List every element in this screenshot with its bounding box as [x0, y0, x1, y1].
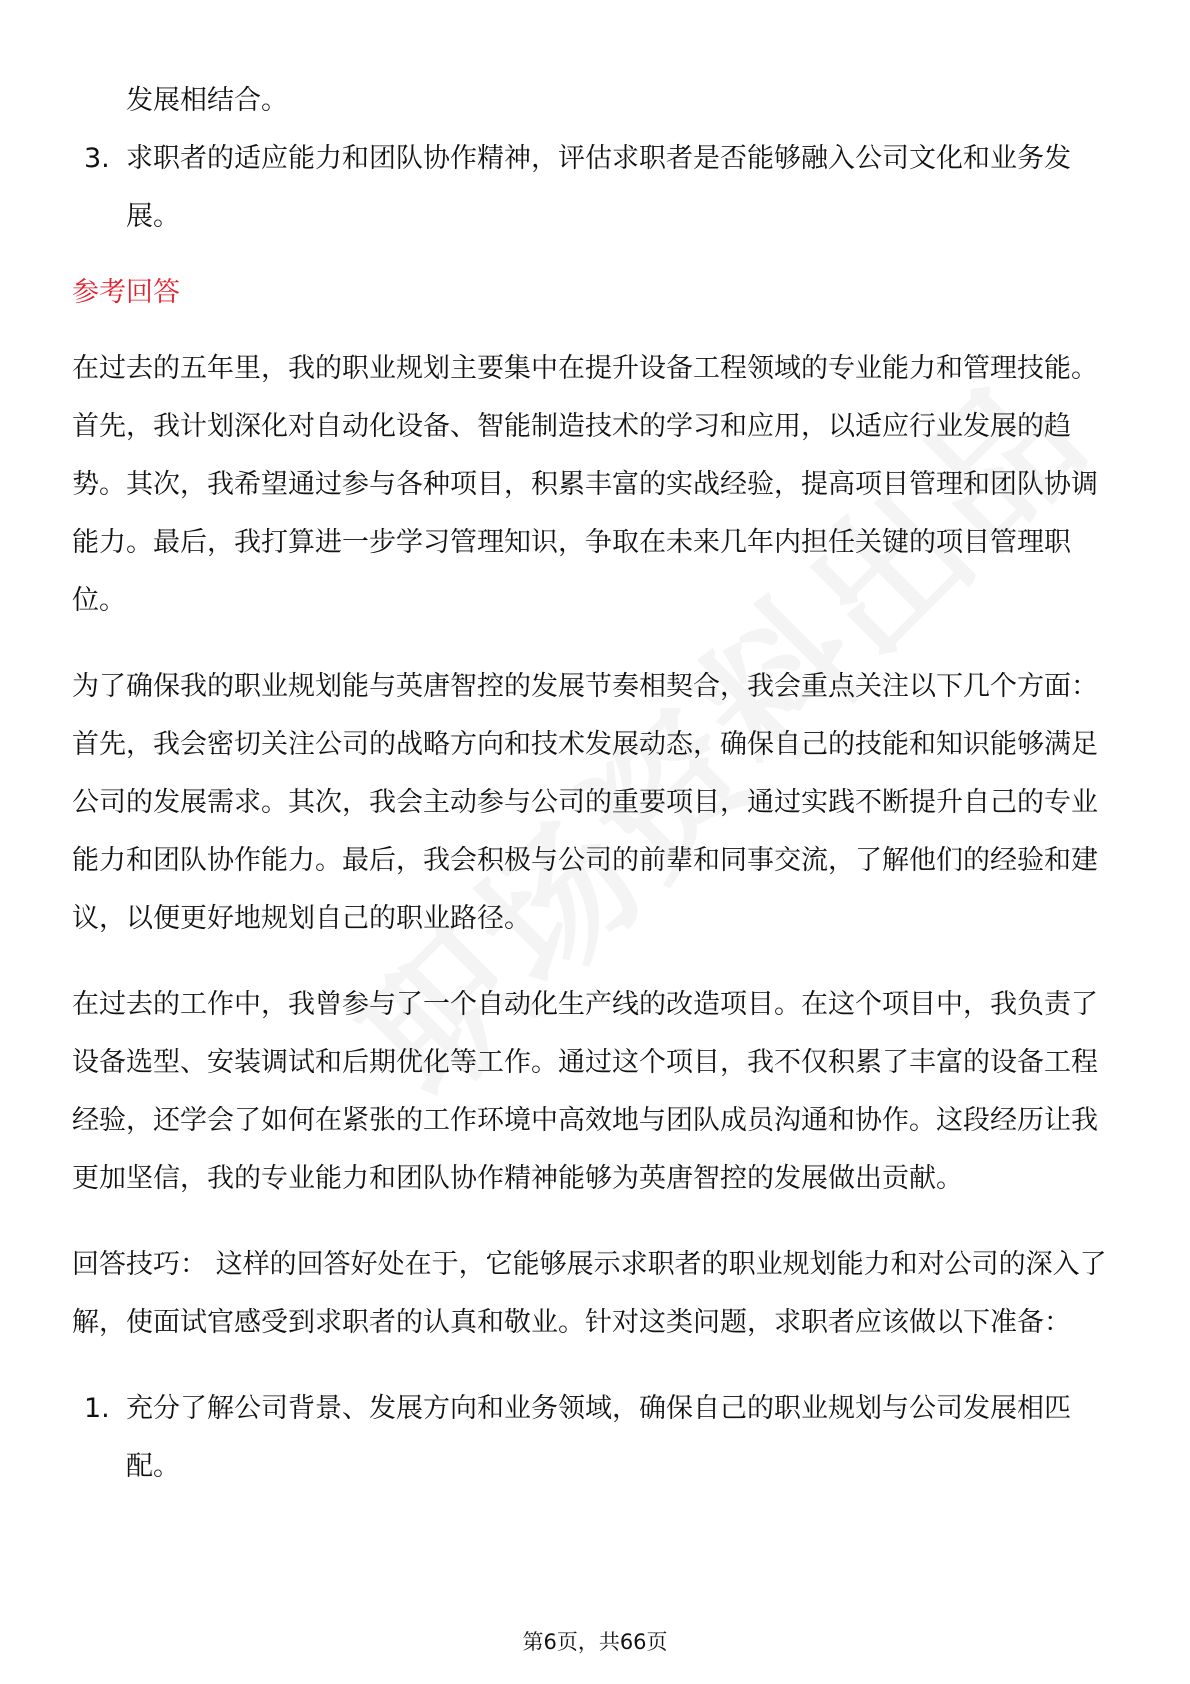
list-number: 1. — [84, 1393, 110, 1424]
list-item-1 — [72, 1380, 1122, 1496]
list-number: 3. — [84, 143, 110, 174]
answer-paragraph-2: 为了确保我的职业规划能与英唐智控的发展节奏相契合，我会重点关注以下几个方面：首先，我会密切关注公司的战略方向和技术发展动态，确保自己的技能和知识能够满足公司的发展需求。其次，我会主动参与公司的重要项目，通过实践不断提升自己的专业能力和团队协作能力。最后，我会积极与公司的前辈和同事交流，了解他们的经验和建议，以便更好地规划自己的职业路径。 — [72, 671, 1098, 934]
answer-paragraph-3: 在过去的工作中，我曾参与了一个自动化生产线的改造项目。在这个项目中，我负责了设备选型、安装调试和后期优化等工作。通过这个项目，我不仅积累了丰富的设备工程经验，还学会了如何在紧张的工作环境中高效地与团队成员沟通和协作。这段经历让我更加坚信，我的专业能力和团队协作精神能够为英唐智控的发展做出贡献。 — [72, 989, 1098, 1194]
section-heading: 参考回答 — [72, 277, 180, 308]
tips-paragraph: 回答技巧： 这样的回答好处在于，它能够展示求职者的职业规划能力和对公司的深入了解，使面试官感受到求职者的认真和敬业。针对这类问题，求职者应该做以下准备： — [72, 1249, 1107, 1338]
page-footer: 第6页，共66页 — [522, 1630, 668, 1654]
list-item-3 — [72, 130, 1122, 246]
page-content — [72, 72, 1122, 1496]
list-item-text: 求职者的适应能力和团队协作精神，评估求职者是否能够融入公司文化和业务发展。 — [126, 143, 1071, 232]
list-item-text: 充分了解公司背景、发展方向和业务领域，确保自己的职业规划与公司发展相匹配。 — [126, 1393, 1071, 1482]
answer-paragraph-1: 在过去的五年里，我的职业规划主要集中在提升设备工程领域的专业能力和管理技能。首先，我计划深化对自动化设备、智能制造技术的学习和应用，以适应行业发展的趋势。其次，我希望通过参与各种项目，积累丰富的实战经验，提高项目管理和团队协调能力。最后，我打算进一步学习管理知识，争取在未来几年内担任关键的项目管理职位。 — [72, 353, 1098, 616]
list-item-continuation: 发展相结合。 — [126, 85, 288, 116]
